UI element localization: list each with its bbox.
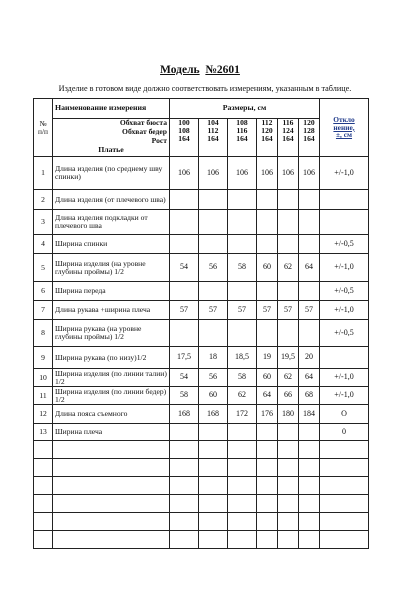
tolerance-value: +/-1,0 [320,369,369,387]
size-value [170,424,199,441]
size-value: 184 [299,405,320,424]
row-number: 10 [34,369,53,387]
size-value [170,210,199,235]
name-header: Наименование измерения [53,99,170,119]
size-value [299,210,320,235]
measurement-name: Длина изделия (от плечевого шва) [53,190,170,210]
size-value [170,531,199,549]
tolerance-value: +/-0,5 [320,320,369,347]
tolerance-value [320,347,369,369]
size-value [257,235,278,254]
height-label: Рост [151,136,167,145]
size-value [199,320,228,347]
size-value [228,282,257,301]
size-value: 58 [228,369,257,387]
size-value: 54 [170,369,199,387]
measure-labels [53,119,170,157]
size-value [228,495,257,513]
tolerance-value [320,190,369,210]
size-value: 64 [299,369,320,387]
table-row [34,441,369,459]
subtitle: Изделие в готовом виде должно соответствовать измерениям, указанным в таблице. [58,84,352,93]
row-number: 3 [34,210,53,235]
size-value [278,235,299,254]
size-value: 62 [228,387,257,405]
size-value [278,424,299,441]
size-value: 19 [257,347,278,369]
table-row [34,459,369,477]
tolerance-value: +/-0,5 [320,282,369,301]
size-value: 62 [278,369,299,387]
size-value [299,531,320,549]
size-value: 68 [299,387,320,405]
size-value [170,441,199,459]
size-value: 172 [228,405,257,424]
table-row [34,190,369,210]
tolerance-value [320,459,369,477]
size-value [257,424,278,441]
size-value: 180 [278,405,299,424]
hips-label: Обхват бедер [122,127,167,136]
tolerance-value [320,513,369,531]
size-value [228,441,257,459]
np-header: № п/п [34,99,53,157]
table-row [34,424,369,441]
size-value: 20 [299,347,320,369]
size-value [278,282,299,301]
measurement-name: Ширина спинки [53,235,170,254]
size-value [257,320,278,347]
size-value: 17,5 [170,347,199,369]
size-value: 106 [257,157,278,190]
tolerance-value: O [320,405,369,424]
size-value [278,190,299,210]
row-number [34,513,53,531]
size-value [299,513,320,531]
garment-label: Платье [98,145,124,154]
row-number [34,441,53,459]
size-value [299,320,320,347]
table-row [34,387,369,405]
tolerance-value: +/-0,5 [320,235,369,254]
title-number: №2601 [205,64,240,76]
size-col-3: 108 116 164 [228,119,257,157]
size-value [170,282,199,301]
size-value: 56 [199,254,228,282]
size-value [257,441,278,459]
size-value [199,210,228,235]
size-value [170,459,199,477]
size-value [228,459,257,477]
row-number: 9 [34,347,53,369]
row-number: 6 [34,282,53,301]
size-value [170,495,199,513]
size-value [299,424,320,441]
measurement-name: Ширина рукава (по низу)1/2 [53,347,170,369]
size-value [228,513,257,531]
size-value [257,513,278,531]
measurement-name: Ширина изделия (по линии бедер) 1/2 [53,387,170,405]
title-prefix: Модель [160,64,200,76]
tolerance-value: +/-1,0 [320,254,369,282]
tolerance-value [320,495,369,513]
size-value [170,190,199,210]
size-value [199,459,228,477]
tolerance-value: +/-1,0 [320,387,369,405]
size-value: 58 [170,387,199,405]
table-row [34,254,369,282]
size-value [257,531,278,549]
measurement-name: Ширина изделия (на уровне глубины проймы) 1/2 [53,254,170,282]
measurement-name [53,441,170,459]
bust-label: Обхват бюста [119,118,167,127]
size-value: 18 [199,347,228,369]
size-value: 60 [257,369,278,387]
size-value [199,513,228,531]
measurement-name [53,513,170,531]
tolerance-value [320,210,369,235]
size-value: 106 [299,157,320,190]
size-value: 54 [170,254,199,282]
size-value [257,210,278,235]
table-row [34,369,369,387]
table-row [34,495,369,513]
size-value [228,320,257,347]
size-col-6: 120 128 164 [299,119,320,157]
table-row [34,235,369,254]
size-value [170,513,199,531]
tolerance-header: Откло нение, ±, см [320,99,369,157]
size-value: 57 [170,301,199,320]
size-value [228,210,257,235]
table-row [34,301,369,320]
size-value [228,531,257,549]
row-number: 8 [34,320,53,347]
size-value: 168 [199,405,228,424]
row-number: 11 [34,387,53,405]
table-row [34,531,369,549]
size-value [257,495,278,513]
size-value: 60 [199,387,228,405]
row-number [34,495,53,513]
size-value [170,320,199,347]
size-value [299,459,320,477]
page-title [0,64,400,76]
measurement-name [53,459,170,477]
size-value: 57 [199,301,228,320]
measurement-name [53,477,170,495]
size-value: 57 [257,301,278,320]
size-value [199,190,228,210]
tolerance-value [320,477,369,495]
size-value: 60 [257,254,278,282]
size-value: 19,5 [278,347,299,369]
size-col-4: 112 120 164 [257,119,278,157]
size-value: 58 [228,254,257,282]
size-value [299,190,320,210]
measurement-name: Ширина изделия (по линии талии) 1/2 [53,369,170,387]
row-number: 13 [34,424,53,441]
measurement-table [33,98,369,549]
size-value: 106 [228,157,257,190]
size-value [170,477,199,495]
table-row [34,157,369,190]
row-number: 7 [34,301,53,320]
size-value [278,513,299,531]
size-value [278,495,299,513]
size-value: 106 [170,157,199,190]
row-number [34,477,53,495]
size-value [199,531,228,549]
row-number: 1 [34,157,53,190]
size-value [228,190,257,210]
size-value [257,282,278,301]
size-value: 57 [228,301,257,320]
tolerance-value [320,441,369,459]
size-value: 18,5 [228,347,257,369]
measurement-name: Ширина плеча [53,424,170,441]
size-value [299,477,320,495]
table-row [34,347,369,369]
size-value: 64 [257,387,278,405]
size-value: 106 [199,157,228,190]
size-value [199,441,228,459]
size-value [299,235,320,254]
measurement-name [53,495,170,513]
row-number: 5 [34,254,53,282]
size-value: 57 [299,301,320,320]
size-value [228,477,257,495]
table-row [34,282,369,301]
tolerance-value [320,531,369,549]
row-number: 4 [34,235,53,254]
row-number: 2 [34,190,53,210]
size-value: 64 [299,254,320,282]
measurement-name: Ширина переда [53,282,170,301]
size-value [278,441,299,459]
tolerance-value: +/-1,0 [320,301,369,320]
size-value [299,282,320,301]
size-col-5: 116 124 164 [278,119,299,157]
size-value [199,495,228,513]
size-value: 168 [170,405,199,424]
size-value [257,190,278,210]
measurement-name: Длина изделия (по среднему шву спинки) [53,157,170,190]
size-value [199,282,228,301]
size-col-2: 104 112 164 [199,119,228,157]
table-row [34,210,369,235]
size-value [199,235,228,254]
tolerance-value: 0 [320,424,369,441]
size-value [278,477,299,495]
size-value: 62 [278,254,299,282]
row-number: 12 [34,405,53,424]
row-number [34,531,53,549]
sizes-header: Размеры, см [170,99,320,119]
size-value [257,459,278,477]
measurement-name: Длина пояса съемного [53,405,170,424]
size-value: 176 [257,405,278,424]
size-value [199,424,228,441]
size-value [199,477,228,495]
table-row [34,405,369,424]
size-value [278,531,299,549]
size-value [278,459,299,477]
size-value [299,495,320,513]
size-value [278,320,299,347]
size-value [299,441,320,459]
size-value [170,235,199,254]
size-value: 106 [278,157,299,190]
size-value: 57 [278,301,299,320]
row-number [34,459,53,477]
measurement-name: Длина рукава +ширина плеча [53,301,170,320]
tolerance-value: +/-1,0 [320,157,369,190]
table-row [34,320,369,347]
measurement-name: Длина изделия подкладки от плечевого шва [53,210,170,235]
measurement-name [53,531,170,549]
size-value [257,477,278,495]
table-row [34,477,369,495]
size-value [278,210,299,235]
size-value [228,424,257,441]
size-value: 66 [278,387,299,405]
size-col-1: 100 108 164 [170,119,199,157]
size-value: 56 [199,369,228,387]
measurement-name: Ширина рукава (на уровне глубины проймы) 1/2 [53,320,170,347]
size-value [228,235,257,254]
table-row [34,513,369,531]
